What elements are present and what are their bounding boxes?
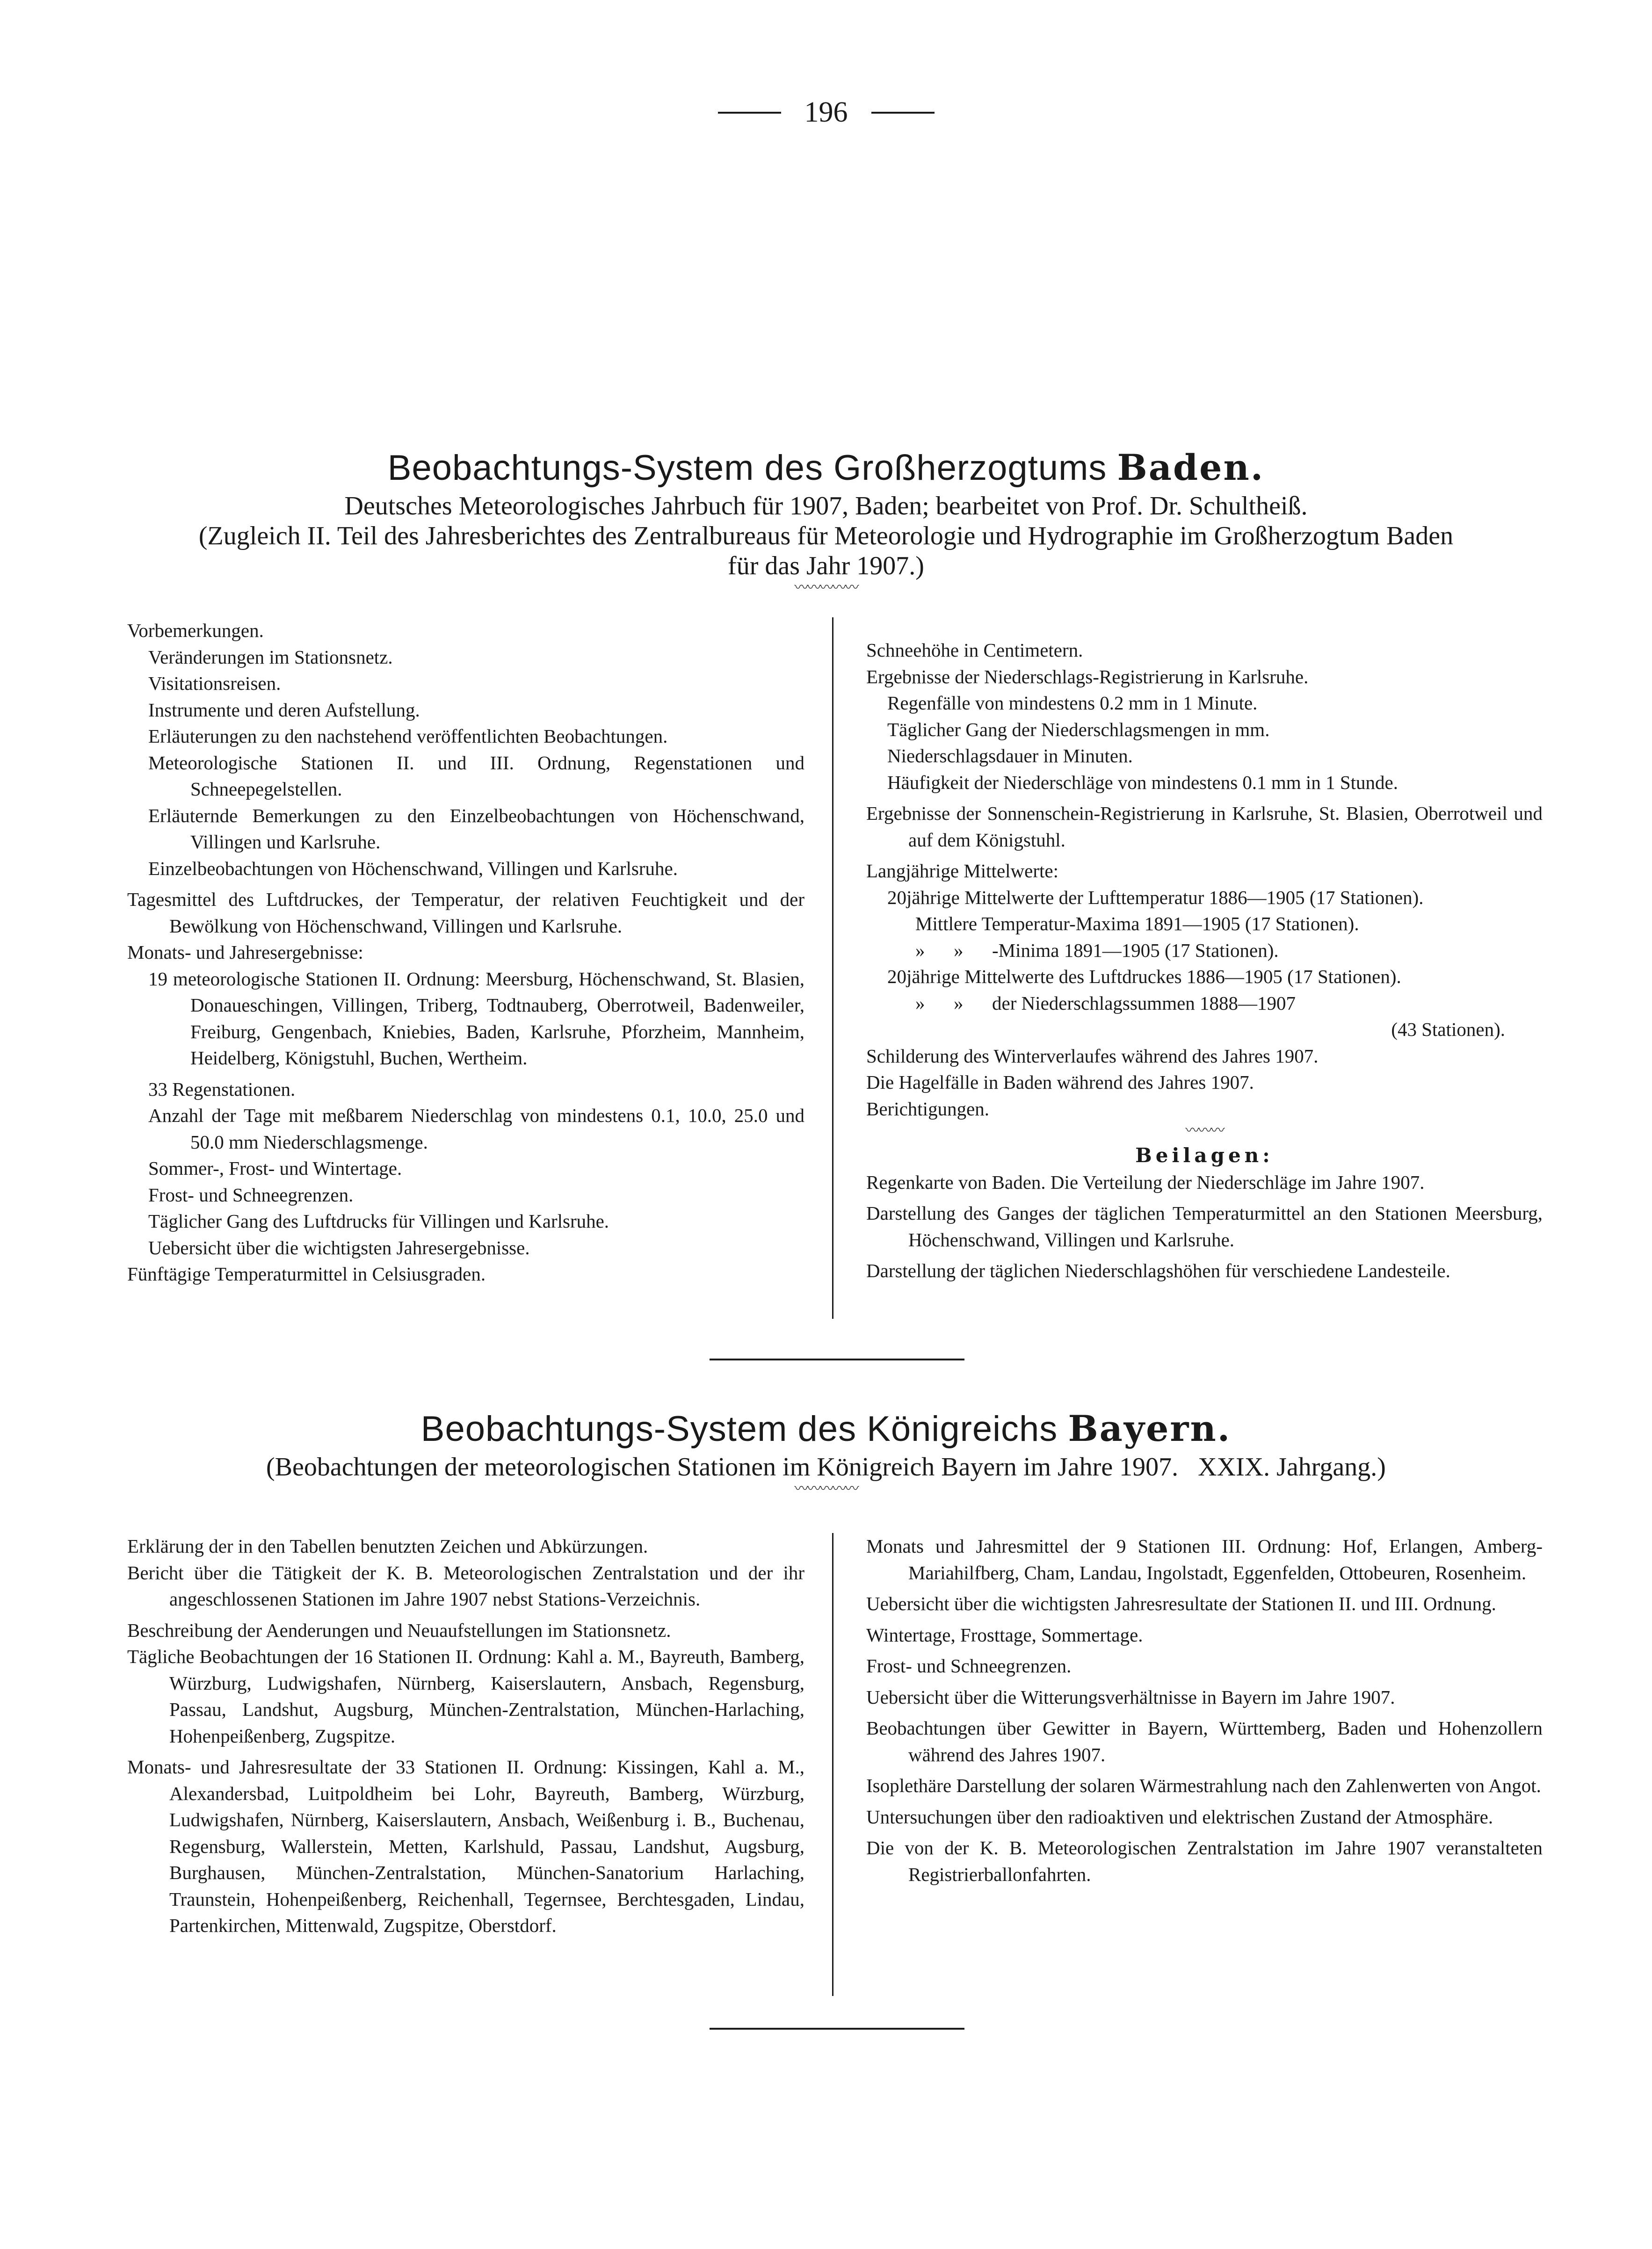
list-item: Frost- und Schneegrenzen. [866,1655,1072,1677]
baden-header [0,447,1652,595]
list-item: Niederschlagsdauer in Minuten. [887,745,1133,767]
list-item: Sommer-, Frost- und Wintertage. [148,1157,402,1179]
list-item: Uebersicht über die wichtigsten Jahresresultate der Stationen II. und III. Ordnung. [866,1593,1496,1614]
baden-subtitle-1: Deutsches Meteorologisches Jahrbuch für 1907, Baden; bearbeitet von Prof. Dr. Schultheiß. [344,492,1308,521]
list-item: Schilderung des Winterverlaufes während des Jahres 1907. [866,1045,1319,1067]
bayern-header [0,1408,1652,1496]
list-item: (43 Stationen). [1391,1019,1505,1040]
list-item: Uebersicht über die wichtigsten Jahresergebnisse. [148,1237,530,1258]
list-item: 20jährige Mittelwerte des Luftdruckes 1886—1905 (17 Stationen). [887,966,1401,987]
list-item: Vorbemerkungen. [127,620,264,641]
list-item: Frost- und Schneegrenzen. [148,1184,354,1206]
list-item: Erläuterungen zu den nachstehend veröffentlichten Beobachtungen. [148,725,668,747]
supplements-heading: Beilagen: [1135,1144,1274,1167]
list-item: Die Hagelfälle in Baden während des Jahres 1907. [866,1071,1254,1093]
page-number: 196 [804,96,848,128]
list-item: Schneehöhe in Centimetern. [866,639,1083,661]
bayern-left-column [127,1533,804,1939]
baden-title [0,447,1652,488]
list-item: Mittlere Temperatur-Maxima 1891—1905 (17 Stationen). [915,913,1359,934]
list-item: 19 meteorologische Stationen II. Ordnung: Meersburg, Höchenschwand, St. Blasien, Donaueschingen, Villingen, Triberg, Todtnauberg, Oberrotweil, Badenweiler, Freiburg, Gengenbach, Kniebies, Baden, Karlsruhe, Pforzheim, Mannheim, Heidelberg, Königstuhl, Buchen, Wertheim. [148,968,804,1069]
section-divider [710,1359,964,1360]
list-item: Isoplethäre Darstellung der solaren Wärmestrahlung nach den Zahlenwerten von Angot. [866,1775,1541,1796]
bayern-right-column [866,1533,1543,1887]
section-divider-bottom [710,2028,964,2030]
list-item: Erläuternde Bemerkungen zu den Einzelbeobachtungen von Höchenschwand, Villingen und Karlsruhe. [148,804,804,853]
list-item: Einzelbeobachtungen von Höchenschwand, Villingen und Karlsruhe. [148,857,678,879]
list-item: Erklärung der in den Tabellen benutzten Zeichen und Abkürzungen. [127,1535,648,1557]
list-item: Beschreibung der Aenderungen und Neuaufstellungen im Stationsnetz. [127,1619,671,1641]
baden-subtitle-3: für das Jahr 1907.) [728,551,924,580]
page-number-line [0,96,1652,129]
list-item: Uebersicht über die Witterungsverhältnisse in Bayern im Jahre 1907. [866,1686,1395,1708]
list-item: Ergebnisse der Niederschlags-Registrierung in Karlsruhe. [866,665,1309,687]
list-item: Monats- und Jahresergebnisse: [127,941,363,963]
list-item: Ergebnisse der Sonnenschein-Registrierung in Karlsruhe, St. Blasien, Oberrotweil und auf dem Königstuhl. [866,803,1543,851]
list-item: 20jährige Mittelwerte der Lufttemperatur 1886—1905 (17 Stationen). [887,886,1424,908]
bayern-title-name: Bayern. [1068,1408,1232,1449]
bayern-ornament: 〰〰〰〰〰 [794,1481,858,1497]
bayern-title-prefix: Beobachtungs-System des Königreichs [420,1409,1058,1449]
list-item: 33 Regenstationen. [148,1078,296,1100]
list-item: » » -Minima 1891—1905 (17 Stationen). [915,939,1279,961]
page-number-dash-right [871,112,935,114]
baden-title-name: Baden. [1117,447,1265,488]
baden-column-divider [832,617,833,1319]
list-item: Täglicher Gang der Niederschlagsmengen in mm. [887,718,1270,740]
bayern-subtitle: (Beobachtungen der meteorologischen Stationen im Königreich Bayern im Jahre 1907. XXIX. Jahrgang.) [266,1453,1386,1482]
list-item: Die von der K. B. Meteorologischen Zentralstation im Jahre 1907 veranstalteten Registrierballonfahrten. [866,1837,1543,1885]
list-item: Täglicher Gang des Luftdrucks für Villingen und Karlsruhe. [148,1210,609,1232]
list-item: Visitationsreisen. [148,673,281,694]
bayern-column-divider [832,1533,833,1996]
list-item: Monats und Jahresmittel der 9 Stationen III. Ordnung: Hof, Erlangen, Amberg-Mariahilfberg, Cham, Landau, Ingolstadt, Eggenfelden, Ottobeuren, Rosenheim. [866,1535,1543,1584]
list-item: Häufigkeit der Niederschläge von mindestens 0.1 mm in 1 Stunde. [887,771,1398,793]
supplements-ornament: 〰〰〰 [1185,1123,1224,1138]
list-item: Beobachtungen über Gewitter in Bayern, Württemberg, Baden und Hohenzollern während des Jahres 1907. [866,1717,1543,1765]
baden-title-prefix: Beobachtungs-System des Großherzogtums [387,448,1107,488]
list-item: Fünftägige Temperaturmittel in Celsiusgraden. [127,1263,486,1285]
baden-ornament: 〰〰〰〰〰 [794,580,858,595]
list-item: Wintertage, Frosttage, Sommertage. [866,1624,1143,1646]
bayern-title [0,1408,1652,1449]
list-item: Untersuchungen über den radioaktiven und elektrischen Zustand der Atmosphäre. [866,1806,1493,1828]
list-item: Tägliche Beobachtungen der 16 Stationen II. Ordnung: Kahl a. M., Bayreuth, Bamberg, Würzburg, Ludwigshafen, Nürnberg, Kaiserslautern, Ansbach, Regensburg, Passau, Landshut, Augsburg, München-Zentralstation, München-Harlaching, Hohenpeißenberg, Zugspitze. [127,1646,804,1747]
supplement-item: Darstellung des Ganges der täglichen Temperaturmittel an den Stationen Meersburg, Höchenschwand, Villingen und Karlsruhe. [866,1202,1543,1251]
list-item: » » der Niederschlagssummen 1888—1907 [915,992,1296,1014]
list-item: Meteorologische Stationen II. und III. Ordnung, Regenstationen und Schneepegelstellen. [148,752,804,800]
list-item: Langjährige Mittelwerte: [866,860,1058,882]
list-item: Regenfälle von mindestens 0.2 mm in 1 Minute. [887,692,1258,714]
supplement-item: Darstellung der täglichen Niederschlagshöhen für verschiedene Landesteile. [866,1260,1450,1281]
baden-subtitle-2: (Zugleich II. Teil des Jahresberichtes des Zentralbureaus für Meteorologie und Hydrographie im Großherzogtum Baden [198,521,1454,550]
list-item: Tagesmittel des Luftdruckes, der Temperatur, der relativen Feuchtigkeit und der Bewölkung von Höchenschwand, Villingen und Karlsruhe. [127,889,804,937]
list-item: Anzahl der Tage mit meßbarem Niederschlag von mindestens 0.1, 10.0, 25.0 und 50.0 mm Niederschlagsmenge. [148,1105,804,1153]
list-item: Berichtigungen. [866,1098,990,1120]
list-item: Instrumente und deren Aufstellung. [148,699,420,721]
supplement-item: Regenkarte von Baden. Die Verteilung der Niederschläge im Jahre 1907. [866,1171,1425,1193]
baden-right-column [866,637,1543,1284]
page-number-dash-left [718,112,781,114]
list-item: Veränderungen im Stationsnetz. [148,646,393,668]
list-item: Monats- und Jahresresultate der 33 Stationen II. Ordnung: Kissingen, Kahl a. M., Alexandersbad, Luitpoldheim bei Lohr, Bayreuth, Bamberg, Würzburg, Ludwigshafen, Nürnberg, Kaiserslautern, Ansbach, Weißenburg i. B., Buchenau, Regensburg, Wallerstein, Metten, Karlshuld, Passau, Landshut, Augsburg, Burghausen, München-Zentralstation, München-Sanatorium Harlaching, Traunstein, Hohenpeißenberg, Reichenhall, Tegernsee, Berchtesgaden, Lindau, Partenkirchen, Mittenwald, Zugspitze, Oberstdorf. [127,1756,804,1936]
list-item: Bericht über die Tätigkeit der K. B. Meteorologischen Zentralstation und der ihr angeschlossenen Stationen im Jahre 1907 nebst Stations-Verzeichnis. [127,1562,804,1610]
baden-left-column [127,617,804,1287]
